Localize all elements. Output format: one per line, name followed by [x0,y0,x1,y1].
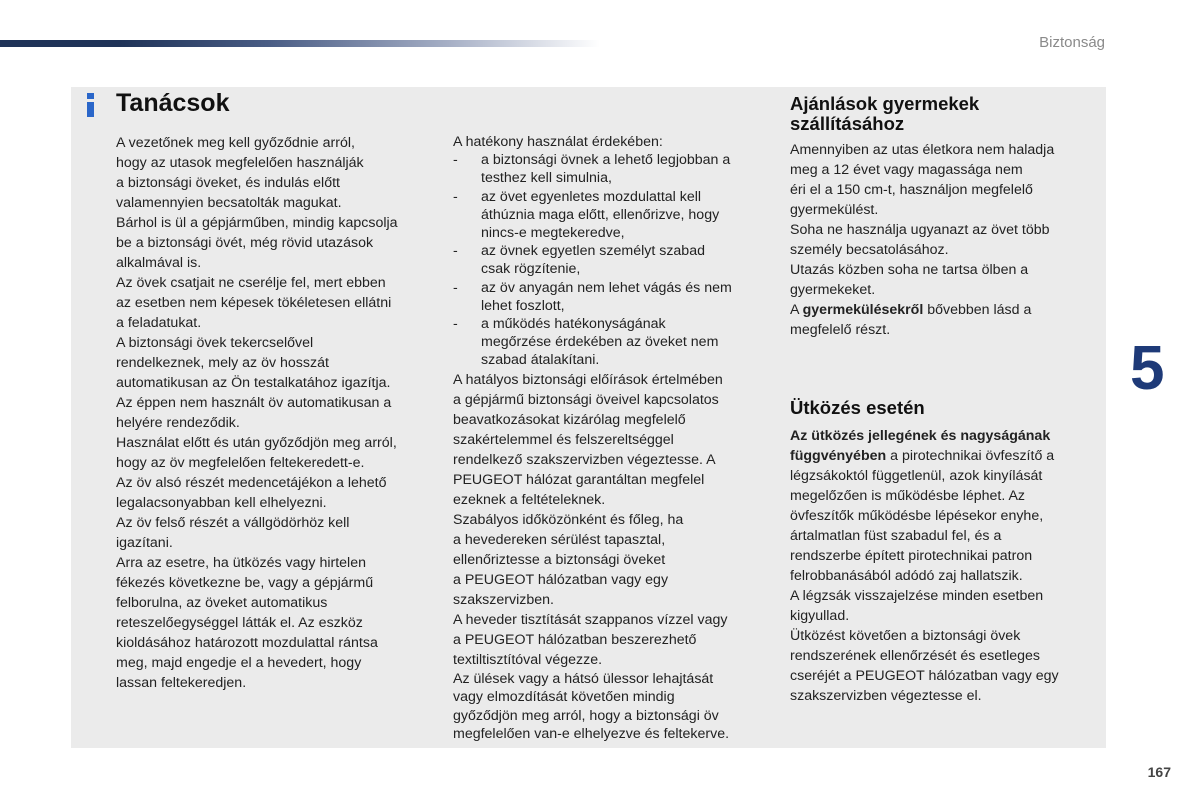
tips-column-1 [116,133,436,693]
children-reference: A gyermekülésekről bővebben lásd a [790,302,1032,318]
section-label: Biztonság [1039,34,1105,51]
text-line: gyermekeket. [790,282,876,298]
text-line: gyermekülést. [790,202,879,218]
crash-lead-1: Az ütközés jellegének és nagyságának [790,428,1051,444]
text-line: A hatályos biztonsági előírások értelmében [453,371,723,388]
text-line: hogy az öv megfelelően feltekeredett-e. [116,455,365,471]
text-line: Ütközést követően a biztonsági övek [790,628,1021,644]
text-line: rendelkező szakszervizben végeztesse. A [453,451,716,468]
text-line: igazítani. [116,535,173,551]
text-line: Amennyiben az utas életkora nem haladja [790,142,1055,158]
text-line: Az éppen nem használt öv automatikusan a [116,395,392,411]
text-line: Szabályos időközönként és főleg, ha [453,511,684,528]
crash-heading: Ütközés esetén [790,397,925,418]
text-line: rendelkeznek, mely az öv hosszát [116,355,329,371]
col2-closing-paragraph [453,670,758,744]
header-accent-bar [0,40,600,47]
text-line: rendszerbe épített pirotechnikai patron [790,548,1033,564]
crash-lead-2: függvényében a pirotechnikai övfeszítő a [790,448,1055,464]
tips-title: Tanácsok [116,89,230,117]
text-line: fékezés következne be, vagy a gépjármű [116,575,374,591]
text-line: lassan feltekeredjen. [116,675,247,691]
text-line: éri el a 150 cm-t, használjon megfelelő [790,182,1033,198]
text-line: Az öv felső részét a vállgödörhöz kell [116,515,350,531]
text-line: a feladatukat. [116,315,202,331]
text-line: szakszervizben. [453,591,554,608]
children-reference-end: megfelelő részt. [790,322,891,338]
text-line: légzsákoktól függetlenül, azok kinyílását [790,468,1043,484]
text-line: Arra az esetre, ha ütközés vagy hirtelen [116,555,366,571]
list-item: - a működés hatékonyságának megőrzése érdekében az öveket nem szabad átalakítani. [453,315,758,370]
text-line: Használat előtt és után győződjön meg arról, [116,435,397,451]
text-line: Bárhol is ül a gépjárműben, mindig kapcsolja [116,215,398,231]
text-line: meg a 12 évet vagy magassága nem [790,162,1023,178]
text-line: beavatkozásokat kizárólag megfelelő [453,411,686,428]
text-line: ártalmatlan füst szabadul fel, és a [790,528,1002,544]
text-line: a hevedereken sérülést tapasztal, [453,531,666,548]
text-line: rendszerének ellenőrzését és esetleges [790,648,1041,664]
text-line: ellenőriztesse a biztonsági öveket [453,551,666,568]
tips-column-2 [453,133,758,744]
text-line: reteszelőegységgel látták el. Az eszköz [116,615,363,631]
list-item: - az öv anyagán nem lehet vágás és nem lehet foszlott, [453,279,758,315]
children-reference-bold: gyermekülésekről [802,302,924,318]
text-line: megelőzően is működésbe léphet. Az [790,488,1026,504]
list-item: - a biztonsági övnek a lehető legjobban a testhez kell simulnia, [453,151,758,187]
list-item: - az övet egyenletes mozdulattal kell áthúznia maga előtt, ellenőrizve, hogy nincs-e megtekeredve, [453,188,758,243]
text-line: Az övek csatjait ne cserélje fel, mert ebben [116,275,386,291]
text-line: felborulna, az öveket automatikus [116,595,328,611]
text-line: a PEUGEOT hálózatban beszerezhető [453,631,697,648]
text-line: helyére rendeződik. [116,415,240,431]
children-text [790,140,1090,340]
text-line: vagy elmozdítását követően mindig [453,689,675,706]
text-line: PEUGEOT hálózat garantáltan megfelel [453,471,705,488]
text-line: Utazás közben soha ne tartsa ölben a [790,262,1029,278]
text-line: kigyullad. [790,608,850,624]
text-line: szakszervizben végeztesse el. [790,688,982,704]
text-line: Az ülések vagy a hátsó ülessor lehajtását [453,670,714,687]
text-line: kioldásához határozott mozdulattal rántsa [116,635,378,651]
text-line: győződjön meg arról, hogy a biztonsági öv [453,707,719,724]
info-icon [86,93,96,117]
text-line: A légzsák visszajelzése minden esetben [790,588,1044,604]
chapter-number: 5 [1130,334,1165,403]
text-line: valamennyien becsatolták magukat. [116,195,342,211]
text-line: az esetben nem képesek tökéletesen ellátni [116,295,392,311]
text-line: A vezetőnek meg kell győződnie arról, [116,135,355,151]
text-line: ezeknek a feltételeknek. [453,491,606,508]
col2-paragraphs [453,370,758,670]
text-line: a biztonsági öveket, és indulás előtt [116,175,340,191]
text-line: szakértelemmel és felszereltséggel [453,431,674,448]
text-line: cseréjét a PEUGEOT hálózatban vagy egy [790,668,1059,684]
text-line: A biztonsági övek tekercselővel [116,335,314,351]
text-line: textiltisztítóval végezze. [453,651,603,668]
text-line: alkalmával is. [116,255,202,271]
children-heading: Ajánlások gyermekek szállításához [790,93,980,134]
text-line: legalacsonyabban kell elhelyezni. [116,495,327,511]
text-line: hogy az utasok megfelelően használják [116,155,364,171]
page-number: 167 [1147,764,1171,780]
text-line: automatikusan az Ön testalkatához igazítja. [116,375,391,391]
text-line: A heveder tisztítását szappanos vízzel vagy [453,611,728,628]
text-line: Az öv alsó részét medencetájékon a lehető [116,475,387,491]
usage-bullet-list [453,151,758,369]
list-item: - az övnek egyetlen személyt szabad csak rögzítenie, [453,242,758,278]
text-line: megfelelően van-e elhelyezve és feltekerve. [453,726,730,743]
text-line: övfeszítők működésbe lépésekor enyhe, [790,508,1044,524]
col2-intro: A hatékony használat érdekében: [453,134,663,150]
text-line: be a biztonsági övét, még rövid utazások [116,235,374,251]
text-line: Soha ne használja ugyanazt az övet több [790,222,1050,238]
text-line: meg, majd engedje el a hevedert, hogy [116,655,362,671]
text-line: felrobbanásából adódó zaj hallatszik. [790,568,1023,584]
text-line: a PEUGEOT hálózatban vagy egy [453,571,669,588]
text-line: személy becsatolásához. [790,242,949,258]
crash-text [790,426,1090,706]
text-line: a gépjármű biztonsági öveivel kapcsolatos [453,391,719,408]
